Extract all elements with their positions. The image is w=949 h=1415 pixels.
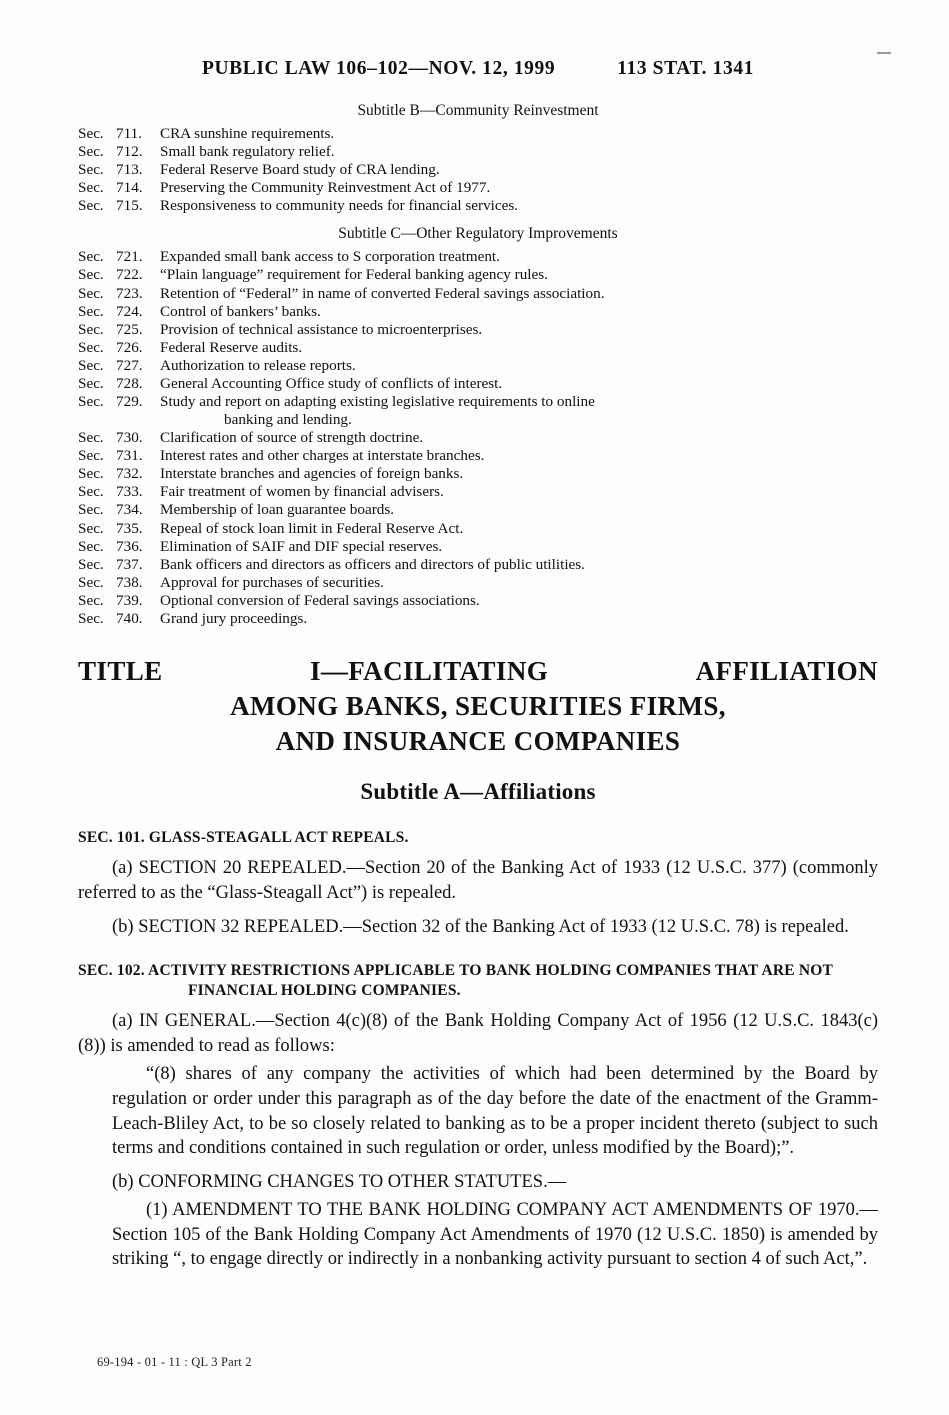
toc-number: 726. xyxy=(116,338,143,356)
toc-number: 714. xyxy=(116,179,143,197)
toc-label: Sec. xyxy=(78,302,104,320)
title-word-affiliation: AFFILIATION xyxy=(695,656,878,687)
toc-row xyxy=(78,248,878,266)
toc-text: Interstate branches and agencies of foreign banks. xyxy=(160,465,464,483)
toc-number: 732. xyxy=(116,465,143,483)
toc-text: General Accounting Office study of conflicts of interest. xyxy=(160,374,503,392)
section-102-paragraph-b-1: (1) AMENDMENT TO THE BANK HOLDING COMPANY ACT AMENDMENTS OF 1970.—Section 105 of the Bank Holding Company Act Amendments of 1970 (12 U.S.C. 1850) is amended by striking “, to engage directly or indirectly in a nonbanking activity pursuant to section 4 of such Act,”. xyxy=(112,1200,878,1270)
toc-number: 713. xyxy=(116,161,143,179)
toc-number: 711. xyxy=(116,125,143,142)
toc-row xyxy=(78,197,878,215)
toc-label: Sec. xyxy=(78,197,104,215)
toc-label: Sec. xyxy=(78,573,104,591)
toc-text: Elimination of SAIF and DIF special reserves. xyxy=(160,537,443,555)
toc-text-continuation: banking and lending. xyxy=(224,411,352,429)
toc-row xyxy=(78,339,878,357)
toc-number: 739. xyxy=(116,591,143,609)
toc-row xyxy=(78,447,878,465)
toc-row xyxy=(78,610,878,628)
toc-text: Authorization to release reports. xyxy=(160,356,356,374)
toc-row xyxy=(78,393,878,411)
toc-number: 724. xyxy=(116,302,143,320)
toc-row xyxy=(78,574,878,592)
toc-label: Sec. xyxy=(78,555,104,573)
toc-label: Sec. xyxy=(78,374,104,392)
section-heading-101: SEC. 101. GLASS-STEAGALL ACT REPEALS. xyxy=(78,829,409,847)
toc-heading-subtitle-b: Subtitle B—Community Reinvestment xyxy=(357,102,599,119)
toc-text: Preserving the Community Reinvestment Act of 1977. xyxy=(160,179,491,197)
toc-number: 737. xyxy=(116,555,143,573)
toc-text: Membership of loan guarantee boards. xyxy=(160,501,395,519)
toc-text: Expanded small bank access to S corporation treatment. xyxy=(160,248,500,266)
toc-number: 712. xyxy=(116,143,143,161)
toc-number: 723. xyxy=(116,284,143,302)
toc-label: Sec. xyxy=(78,393,104,411)
section-heading-102: SEC. 102. ACTIVITY RESTRICTIONS APPLICABLE TO BANK HOLDING COMPANIES THAT ARE NOT FINANCIAL HOLDING COMPANIES. xyxy=(78,962,833,999)
toc-number: 734. xyxy=(116,501,143,519)
section-102-paragraph-a: (a) IN GENERAL.—Section 4(c)(8) of the Bank Holding Company Act of 1956 (12 U.S.C. 1843(c)(8)) is amended to read as follows: xyxy=(78,1011,878,1056)
toc-text: Provision of technical assistance to microenterprises. xyxy=(160,320,483,338)
toc-number: 740. xyxy=(116,609,143,627)
toc-text: Repeal of stock loan limit in Federal Reserve Act. xyxy=(160,519,464,537)
toc-heading-subtitle-c: Subtitle C—Other Regulatory Improvements xyxy=(338,225,618,243)
toc-text: Retention of “Federal” in name of converted Federal savings association. xyxy=(160,284,605,302)
title-line-1 xyxy=(78,654,878,689)
toc-number: 735. xyxy=(116,519,143,537)
page-footer: 69-194 - 01 - 11 : QL 3 Part 2 xyxy=(97,1355,252,1369)
toc-text: Federal Reserve Board study of CRA lending. xyxy=(160,161,440,179)
section-102-quoted-paragraph-8: “(8) shares of any company the activities of which had been determined by the Board by regulation or order under this paragraph as of the day before the date of the enactment of the Gramm-Leach-Bliley Act, to be so closely related to banking as to be a proper incident thereto (subject to such terms and conditions contained in such regulation or order, unless modified by the Board);”. xyxy=(112,1064,878,1159)
title-block xyxy=(78,654,878,805)
toc-label: Sec. xyxy=(78,537,104,555)
toc-list-subtitle-c xyxy=(78,248,878,628)
toc-label: Sec. xyxy=(78,179,104,197)
toc-number: 730. xyxy=(116,429,143,447)
toc-text: Federal Reserve audits. xyxy=(160,338,303,356)
toc-text: Clarification of source of strength doctrine. xyxy=(160,429,424,447)
toc-row xyxy=(78,125,878,143)
title-word-facilitating: I—FACILITATING xyxy=(309,656,549,687)
toc-text: “Plain language” requirement for Federal banking agency rules. xyxy=(160,266,548,284)
page-corner-mark xyxy=(877,52,891,54)
toc-label: Sec. xyxy=(78,320,104,338)
toc-row xyxy=(78,375,878,393)
toc-row xyxy=(78,520,878,538)
toc-text: Fair treatment of women by financial advisers. xyxy=(160,483,444,501)
toc-number: 725. xyxy=(116,320,143,338)
toc-label: Sec. xyxy=(78,284,104,302)
running-head-right: 113 STAT. 1341 xyxy=(617,58,755,79)
toc-label: Sec. xyxy=(78,248,104,266)
section-101-paragraph-b: (b) SECTION 32 REPEALED.—Section 32 of the Banking Act of 1933 (12 U.S.C. 78) is repealed. xyxy=(112,916,849,937)
running-head-left: PUBLIC LAW 106–102—NOV. 12, 1999 xyxy=(201,58,556,79)
toc-number: 733. xyxy=(116,483,143,501)
toc-number: 722. xyxy=(116,266,143,284)
toc-row xyxy=(78,592,878,610)
toc-label: Sec. xyxy=(78,356,104,374)
toc-label: Sec. xyxy=(78,429,104,447)
toc-text: Responsiveness to community needs for financial services. xyxy=(160,197,519,215)
toc-label: Sec. xyxy=(78,125,104,142)
toc-text: Optional conversion of Federal savings associations. xyxy=(160,591,480,609)
toc-text: Bank officers and directors as officers and directors of public utilities. xyxy=(160,555,585,573)
title-line-2: AMONG BANKS, SECURITIES FIRMS, xyxy=(230,691,726,722)
toc-label: Sec. xyxy=(78,591,104,609)
toc-list-subtitle-b xyxy=(78,125,878,215)
toc-number: 736. xyxy=(116,537,143,555)
toc-text: Small bank regulatory relief. xyxy=(160,143,335,161)
section-102-paragraph-b: (b) CONFORMING CHANGES TO OTHER STATUTES.— xyxy=(112,1171,567,1192)
section-101-paragraph-a: (a) SECTION 20 REPEALED.—Section 20 of the Banking Act of 1933 (12 U.S.C. 377) (commonly referred to as the “Glass-Steagall Act”) is repealed. xyxy=(78,858,878,903)
toc-row xyxy=(78,321,878,339)
toc-label: Sec. xyxy=(78,143,104,161)
toc-number: 715. xyxy=(116,197,143,215)
toc-text: Interest rates and other charges at interstate branches. xyxy=(160,447,485,465)
toc-row xyxy=(78,266,878,284)
toc-text: CRA sunshine requirements. xyxy=(160,125,335,142)
toc-row xyxy=(78,303,878,321)
toc-number: 728. xyxy=(116,374,143,392)
title-word-title: TITLE xyxy=(78,656,163,687)
toc-row xyxy=(78,179,878,197)
subtitle-a-heading: Subtitle A—Affiliations xyxy=(360,779,596,805)
toc-row xyxy=(78,143,878,161)
toc-label: Sec. xyxy=(78,161,104,179)
toc-text: Control of bankers’ banks. xyxy=(160,302,321,320)
toc-label: Sec. xyxy=(78,465,104,483)
toc-row xyxy=(78,483,878,501)
toc-number: 729. xyxy=(116,393,143,411)
title-line-3: AND INSURANCE COMPANIES xyxy=(275,726,681,757)
toc-row xyxy=(78,285,878,303)
toc-row xyxy=(78,357,878,375)
toc-row xyxy=(78,501,878,519)
toc-text: Grand jury proceedings. xyxy=(160,609,308,627)
toc-number: 727. xyxy=(116,356,143,374)
toc-row xyxy=(78,465,878,483)
page-content xyxy=(78,58,878,1272)
toc-row xyxy=(78,161,878,179)
toc-label: Sec. xyxy=(78,609,104,627)
toc-label: Sec. xyxy=(78,266,104,284)
toc-label: Sec. xyxy=(78,447,104,465)
toc-label: Sec. xyxy=(78,483,104,501)
toc-text: Approval for purchases of securities. xyxy=(160,573,384,591)
toc-row xyxy=(78,429,878,447)
toc-number: 721. xyxy=(116,248,143,266)
toc-number: 738. xyxy=(116,573,143,591)
running-head xyxy=(78,58,878,80)
toc-label: Sec. xyxy=(78,519,104,537)
toc-text: Study and report on adapting existing legislative requirements to online xyxy=(160,393,595,411)
toc-label: Sec. xyxy=(78,338,104,356)
toc-row xyxy=(78,538,878,556)
toc-label: Sec. xyxy=(78,501,104,519)
toc-number: 731. xyxy=(116,447,143,465)
toc-row xyxy=(78,556,878,574)
